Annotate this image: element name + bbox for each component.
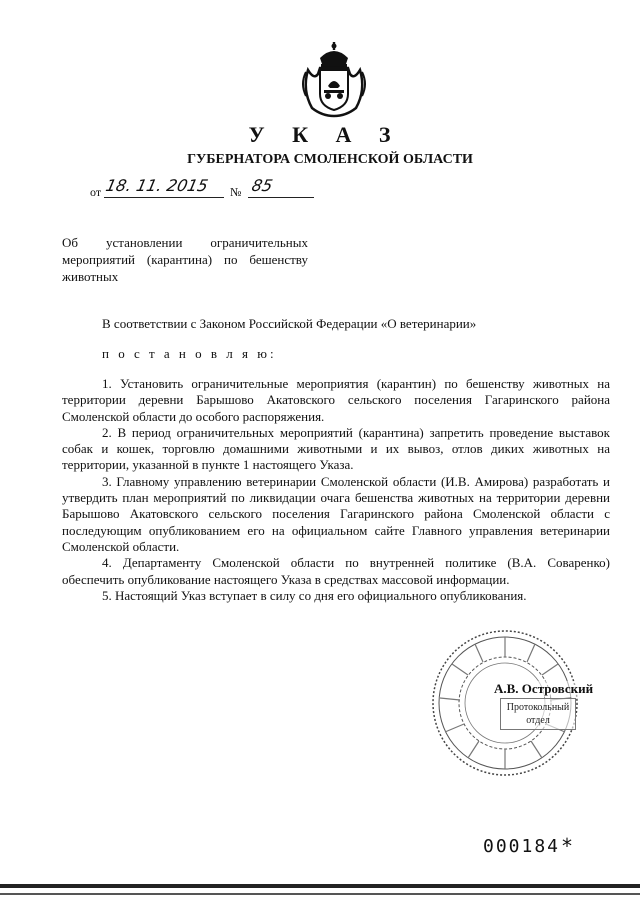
number-label: № [230,185,242,199]
decree-item: 4. Департаменту Смоленской области по внутренней политике (В.А. Соваренко) обеспечить опубликование настоящего Указа в средствах массовой информации. [62,555,610,587]
handwritten-date: 18. 11. 2015 [103,176,210,195]
decree-item: 1. Установить ограничительные мероприятия (карантин) по бешенству животных на территории деревни Барышово Акатовского сельского поселения Гагаринского района Смоленской области до особого распоряжения. [62,376,610,424]
decree-item: 3. Главному управлению ветеринарии Смоленской области (И.В. Амирова) разработать и утвердить план мероприятий по ликвидации очага бешенства животных на территории деревни Барышово Акатовского сельского поселения Гагаринского района Смоленской области с последующим опубликованием его на официальном сайте Главного управления ветеринарии Смоленской области. [62,473,610,554]
date-underline [104,197,224,198]
document-subject: Об установлении ограничительных мероприятий (карантина) по бешенству животных [62,235,308,284]
serial-mark: * [562,834,572,858]
decree-item: 5. Настоящий Указ вступает в силу со дня его официального опубликования. [102,587,527,603]
decree-body [62,376,610,604]
document-title: У К А З [248,122,402,147]
coat-of-arms-emblem [294,40,374,120]
scan-edge-bar [0,884,640,888]
decree-word: п о с т а н о в л я ю: [102,346,277,361]
document-subtitle: ГУБЕРНАТОРА СМОЛЕНСКОЙ ОБЛАСТИ [187,152,473,167]
date-number-line [90,176,350,202]
decree-item: 2. В период ограничительных мероприятий (карантина) запретить проведение выставок собак и кошек, торговлю домашними животными и их вывоз, отлов диких животных на территории, указанной в пункте 1 настоящего Указа. [62,424,610,473]
date-from-label: от [90,185,102,199]
handwritten-number: 85 [249,176,275,195]
legal-basis: В соответствии с Законом Российской Федерации «О ветеринарии» [102,316,477,331]
scan-edge-bar [0,893,640,895]
stamp-department-label: Протокольный отдел [500,698,576,730]
number-underline [248,197,314,198]
serial-number: 000184 [483,836,561,857]
signer-name: А.В. Островский [494,681,594,696]
